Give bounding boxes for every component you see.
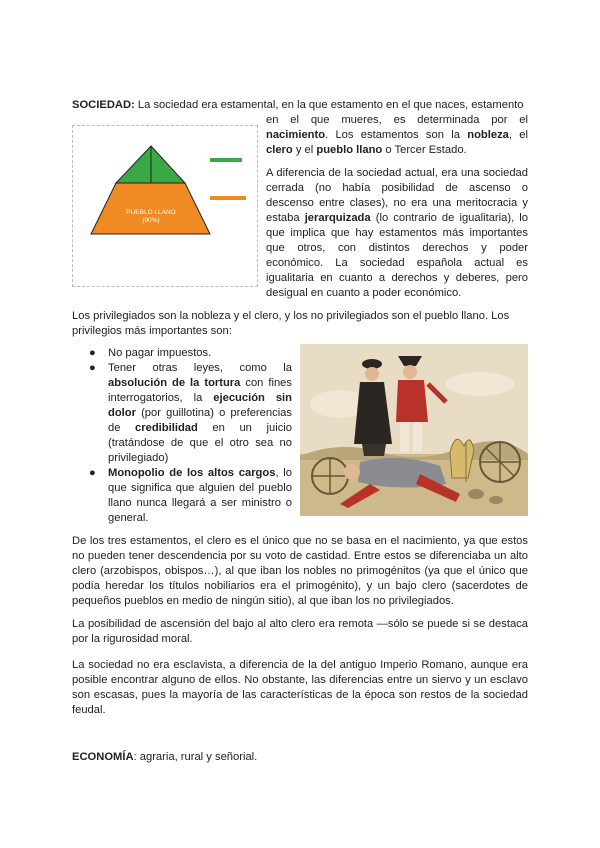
sociedad-heading: SOCIEDAD:	[72, 99, 135, 111]
pyramid-figure	[72, 125, 258, 287]
privilegiados-intro: Los privilegiados son la nobleza y el clero, y los no privilegiados son el pueblo llano. Los privilegios más importantes son:	[72, 310, 510, 337]
legend-green-tag	[210, 158, 242, 162]
sociedad-line-1: SOCIEDAD: La sociedad era estamental, en la que estamento en el que naces, estamento	[72, 99, 524, 111]
privileges-list	[89, 346, 292, 526]
ascension-paragraph: La posibilidad de ascensión del bajo al alto clero era remota —sólo se puede si se destaca por la rigurosidad moral.	[72, 618, 528, 645]
pyramid-base-label: PUEBLO LLANO	[126, 209, 176, 216]
pyramid-base-pct: (90%)	[142, 217, 160, 224]
list-item: ● No pagar impuestos.	[89, 347, 212, 359]
clero-paragraph: De los tres estamentos, el clero es el único que no se basa en el nacimiento, ya que estos no pueden tener descendencia por su voto de castidad. Entre estos se diferenciaba un alto clero (arzobispos, obispos…), al que iban los nobles no primogénitos (ya que el único que podía heredar los títulos nobiliarios era el primogénito), y un bajo clero (sacerdotes de pequeños pueblos en medio de ningún sitio), al que iban los no privilegiados.	[72, 535, 528, 607]
bullet-icon: ●	[89, 467, 96, 479]
legend-orange-tag	[210, 196, 246, 200]
sociedad-line-4: clero y el pueblo llano o Tercer Estado.	[266, 144, 467, 156]
sociedad-line-2: en el que mueres, es determinada por el	[266, 114, 528, 126]
painting-illustration	[300, 344, 528, 516]
bullet-icon: ●	[89, 362, 96, 374]
economia-line: ECONOMÍA: agraria, rural y señorial.	[72, 751, 258, 763]
esclavista-paragraph: La sociedad no era esclavista, a diferencia de la del antiguo Imperio Romano, aunque era posible encontrar alguno de ellos. No obstante, las diferencias entre un siervo y un esclavo son escasas, pues la mayoría de las características de la época son restos de la sociedad feudal.	[72, 659, 528, 716]
pyramid-diagram	[73, 126, 257, 286]
list-item: ● Monopolio de los altos cargos, lo que significa que alguien del pueblo llano nunca llegará a ser ministro o general.	[89, 467, 292, 524]
historical-painting	[300, 344, 528, 516]
sociedad-line-3: nacimiento. Los estamentos son la nobleza, el	[266, 129, 528, 141]
list-item: ● Tener otras leyes, como la absolución de la tortura con fines interrogatorios, la ejecución sin dolor (por guillotina) o preferencias de credibilidad en un juicio (tratándose de que el otro sea no privilegiado)	[89, 362, 292, 464]
actual-paragraph: A diferencia de la sociedad actual, era una sociedad cerrada (no había posibilidad de ascenso o descenso entre clases), no era una meritocracia y estaba jerarquizada (lo contrario de igualitaria), lo que implica que hay estamentos más importantes que otros, con distintos derechos y poder económico. La sociedad española actual es igualitaria en cuanto a derechos y deberes, pero desigual en cuanto a poder económico.	[266, 167, 528, 299]
bullet-icon: ●	[89, 347, 96, 359]
economia-heading: ECONOMÍA	[72, 751, 134, 763]
